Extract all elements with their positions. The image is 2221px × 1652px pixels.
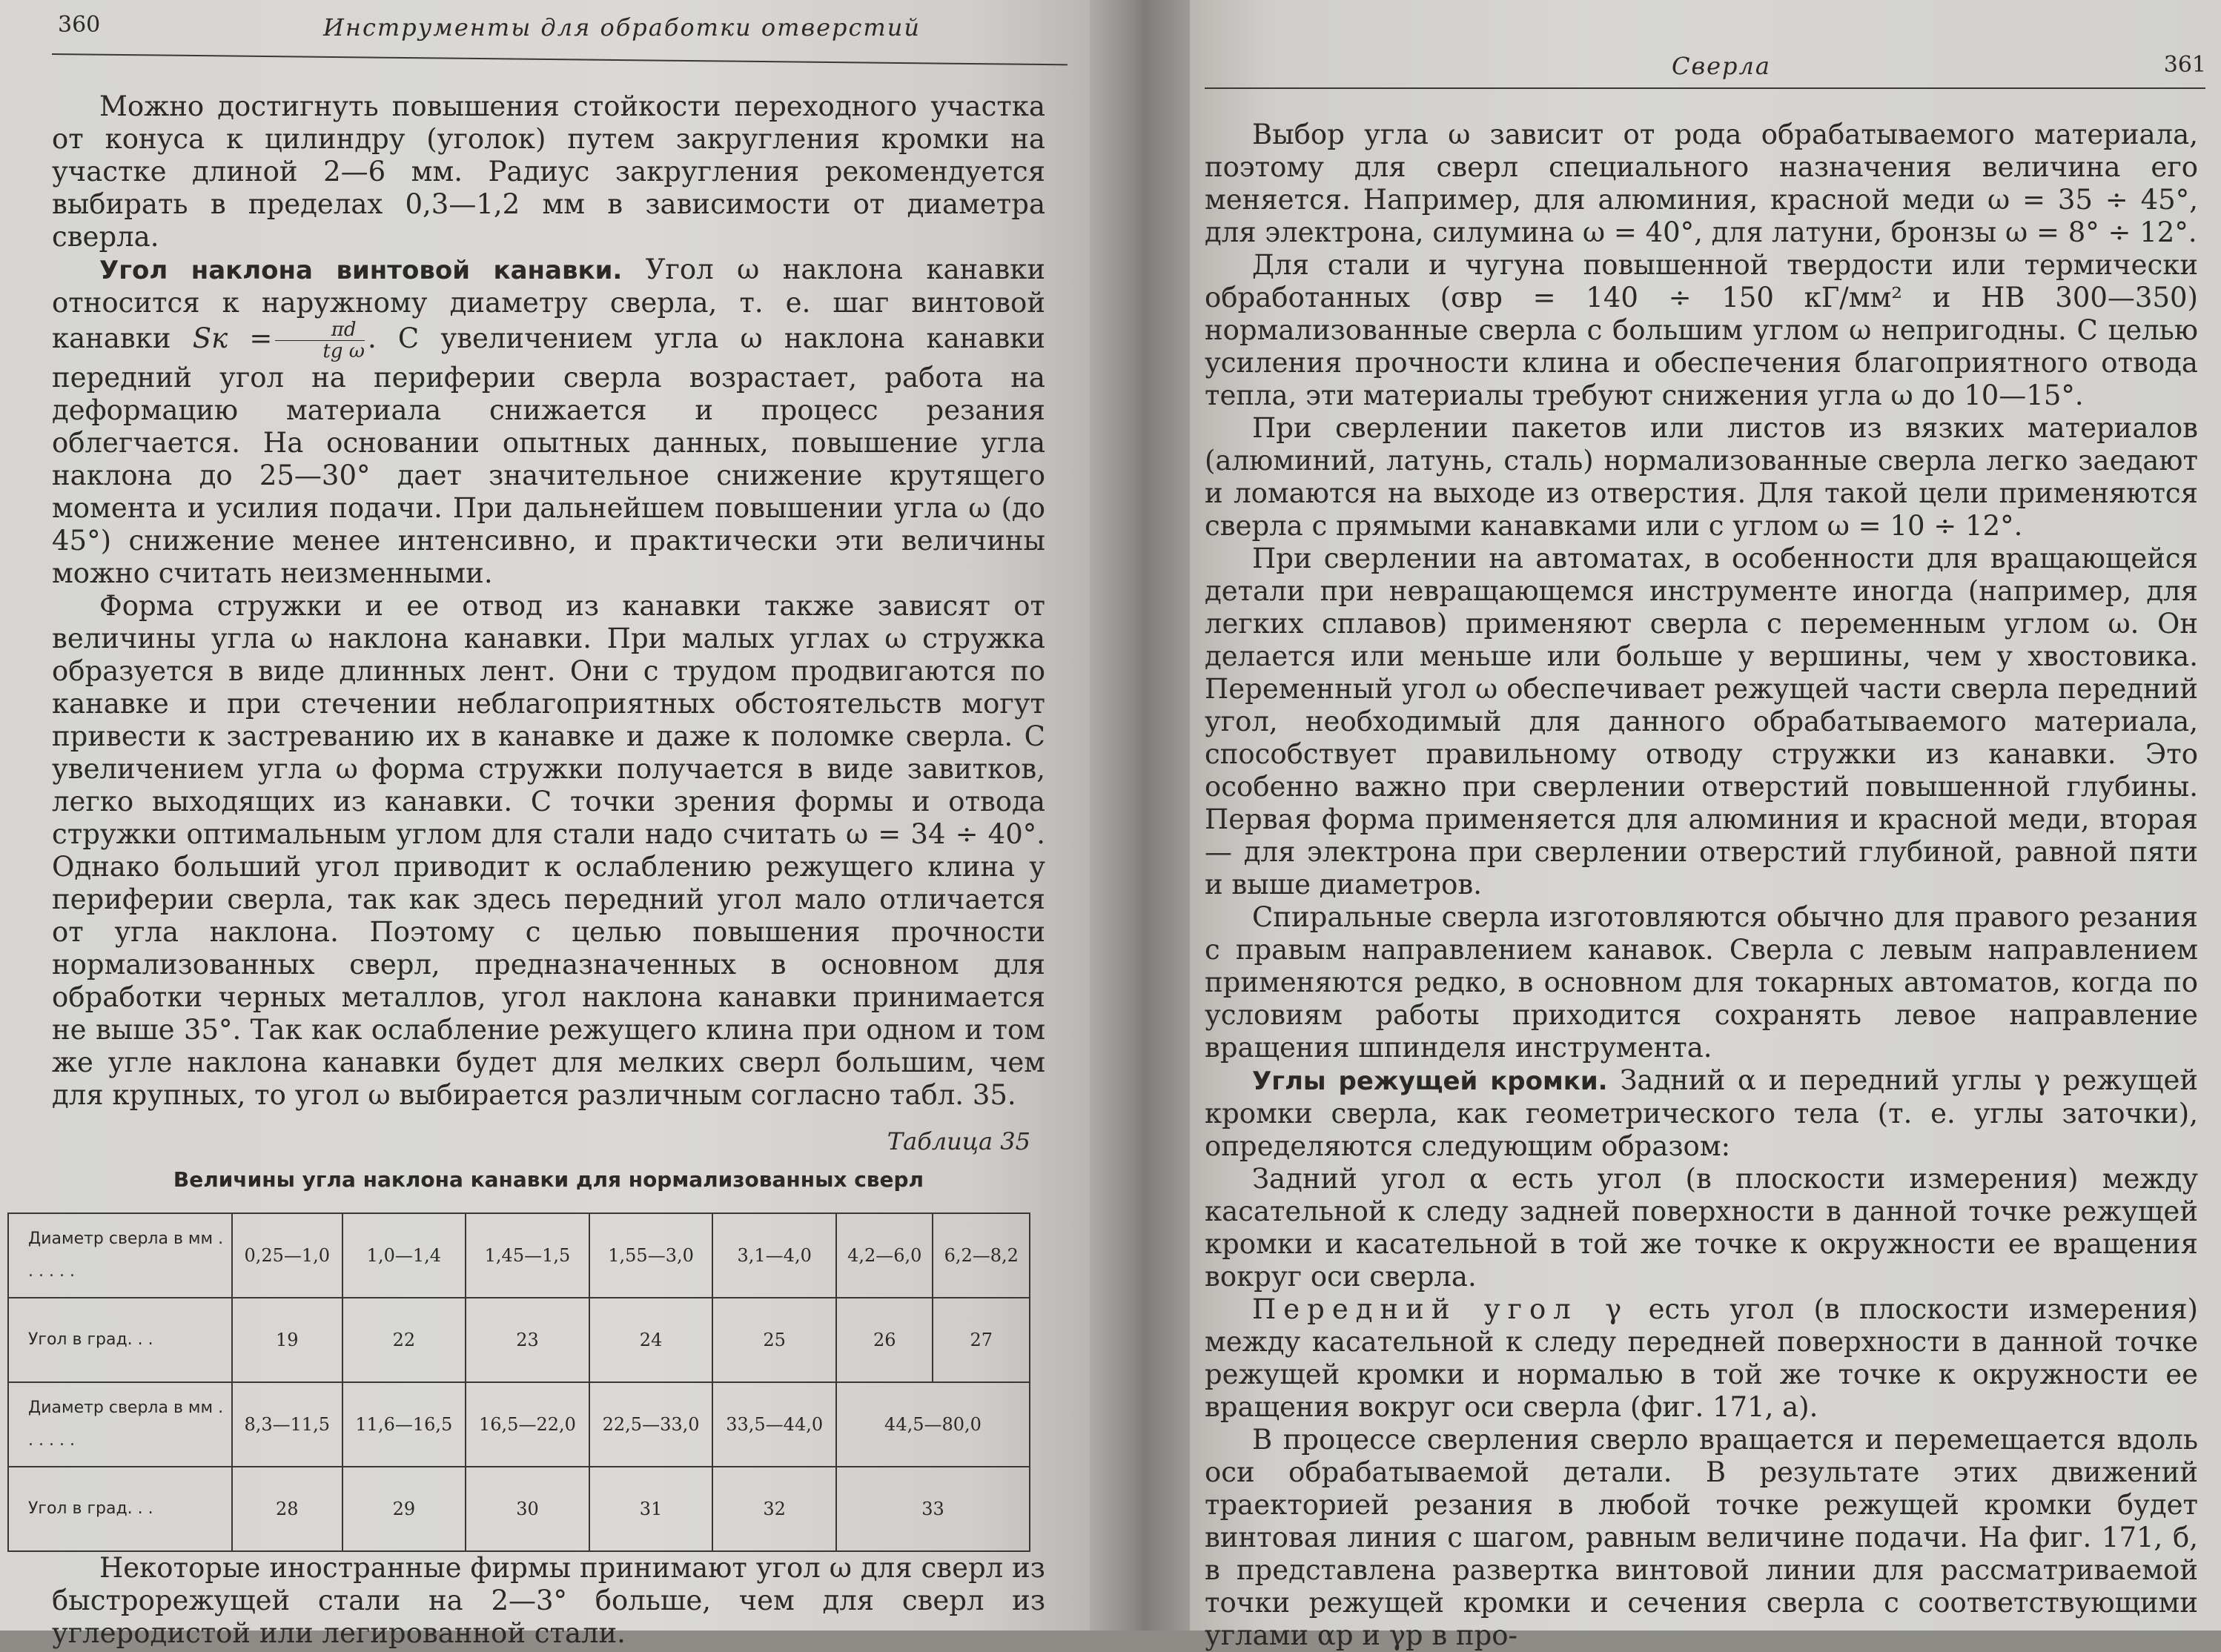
paragraph: Некоторые иностранные фирмы принимают угол ω для сверл из быстрорежущей стали на 2—3° больше, чем для сверл из углеродистой или легированной стали.: [52, 1552, 1045, 1649]
table-cell: 16,5—22,0: [466, 1382, 589, 1467]
table-cell: 6,2—8,2: [933, 1213, 1030, 1298]
paragraph-text: Угол ω наклона канавки относится к наружному диаметру сверла, т. е. шаг винтовой канавки: [52, 253, 1045, 354]
paragraph: Задний угол α есть угол (в плоскости измерения) между касательной к следу задней поверхности в данной точке режущей кромки и касательной в той же точке к окружности ее вращения вокруг оси сверла.: [1205, 1163, 2198, 1293]
paragraph: При сверлении пакетов или листов из вязких материалов (алюминий, латунь, сталь) нормализованные сверла легко заедают и ломаются на выходе из отверстия. Для такой цели применяются сверла с прямыми канавками или с углом ω = 10 ÷ 12°.: [1205, 412, 2198, 542]
paragraph-text: Задний α и передний углы γ режущей кромки сверла, как геометрического тела (т. е. углы заточки), определяются следующим образом:: [1205, 1064, 2198, 1162]
table-cell: 24: [589, 1298, 713, 1382]
paragraph-text: . С увеличением угла ω наклона канавки передний угол на периферии сверла возрастает, работа на деформацию материала снижается и процесс резания облегчается. На основании опытных данных, повышение угла наклона до 25—30° дает значительное снижение крутящего момента и усилия подачи. При дальнейшем повышении угла ω (до 45°) снижение менее интенсивно, и практически эти величины можно считать неизменными.: [52, 322, 1045, 589]
table-cell: 4,2—6,0: [836, 1213, 933, 1298]
table-cell: 33,5—44,0: [712, 1382, 836, 1467]
table-cell: 28: [232, 1467, 342, 1551]
table-label: Таблица 35: [887, 1127, 1030, 1155]
paragraph: Спиральные сверла изготовляются обычно для правого резания с правым направлением канавок. Сверла с левым направлением применяются редко, в основном для токарных автоматов, когда по условиям работы приходится сохранять левое направление вращения шпинделя инструмента.: [1205, 901, 2198, 1064]
table-cell: 11,6—16,5: [342, 1382, 466, 1467]
table-cell: 3,1—4,0: [712, 1213, 836, 1298]
paragraph: Выбор угла ω зависит от рода обрабатываемого материала, поэтому для сверл специального назначения величина его меняется. Например, для алюминия, красной меди ω = 35 ÷ 45°, для электрона, силумина ω = 40°, для латуни, бронзы ω = 8° ÷ 12°.: [1205, 119, 2198, 248]
table-cell: 8,3—11,5: [232, 1382, 342, 1467]
table-cell: 27: [933, 1298, 1030, 1382]
table-cell: 22,5—33,0: [589, 1382, 713, 1467]
table-cell: 26: [836, 1298, 933, 1382]
table-cell: 33: [836, 1467, 1030, 1551]
paragraph-flute-angle: [52, 253, 1045, 590]
table-cell: 25: [712, 1298, 836, 1382]
table-cell: 29: [342, 1467, 466, 1551]
table-row-header: Диаметр сверла в мм . . . . . .: [8, 1213, 232, 1298]
table-cell: 32: [712, 1467, 836, 1551]
section-heading: Углы режущей кромки.: [1252, 1066, 1608, 1096]
table-cell: 22: [342, 1298, 466, 1382]
table-row: [8, 1213, 1030, 1298]
left-body: [28, 59, 1060, 1650]
table-cell: 44,5—80,0: [836, 1382, 1030, 1467]
paragraph-text: есть угол (в плоскости измерения) между касательной к следу передней поверхности в данной точке режущей кромки и нормалью в той же точке к окружности ее вращения вокруг оси сверла (фиг. 171, а).: [1205, 1293, 2198, 1423]
book-gutter: [1090, 0, 1190, 1631]
formula-denominator: tg ω: [322, 340, 365, 362]
table-caption: Величины угла наклона канавки для нормализованных сверл: [173, 1167, 924, 1192]
right-body: [1205, 119, 2213, 1652]
table-cell: 1,45—1,5: [466, 1213, 589, 1298]
left-page-number: 360: [58, 12, 101, 38]
table-cell: 23: [466, 1298, 589, 1382]
formula-numerator: πd: [275, 319, 365, 341]
table-cell: 19: [232, 1298, 342, 1382]
right-page-number: 361: [2163, 52, 2206, 78]
left-running-head: [52, 0, 1090, 59]
left-page: [0, 0, 1090, 1649]
paragraph-rake-angle: [1205, 1293, 2198, 1424]
table-row: [8, 1298, 1030, 1382]
right-page: [1190, 0, 2221, 1651]
table-row-header: Угол в град. . .: [8, 1467, 232, 1551]
table-cell: 1,0—1,4: [342, 1213, 466, 1298]
right-running-head: [1205, 0, 2221, 119]
left-running-title: Инструменты для обработки отверстий: [323, 13, 921, 42]
table-cell: 31: [589, 1467, 713, 1551]
table-row: [8, 1382, 1030, 1467]
paragraph: Для стали и чугуна повышенной твердости или термически обработанных (σвр = 140 ÷ 150 кГ/мм² и НВ 300—350) нормализованные сверла с большим углом ω непригодны. С целью усиления прочности клина и обеспечения благоприятного отвода тепла, эти материалы требуют снижения угла ω до 10—15°.: [1205, 249, 2198, 411]
right-header-rule: [1205, 87, 2205, 89]
paragraph: При сверлении на автоматах, в особенности для вращающейся детали при невращающемся инструменте иногда (например, для легких сплавов) применяют сверла с переменным углом ω. Он делается или меньше или больше у вершины, чем у хвостовика. Переменный угол ω обеспечивает режущей части сверла передний угол, необходимый для данного обрабатываемого материала, способствует правильному отводу стружки из канавки. Это особенно важно при сверлении отверстий повышенной глубины. Первая форма применяется для алюминия и красной меди, вторая — для электрона при сверлении отверстий глубиной, равной пяти и выше диаметров.: [1205, 543, 2198, 900]
flute-angle-table: [7, 1213, 1030, 1552]
section-heading: Угол наклона винтовой канавки.: [99, 256, 623, 285]
right-running-title: Сверла: [1672, 52, 1771, 80]
paragraph-cutting-edge: [1205, 1064, 2198, 1163]
table-cell: 30: [466, 1467, 589, 1551]
table-cell: 0,25—1,0: [232, 1213, 342, 1298]
table-row-header: Диаметр сверла в мм . . . . . .: [8, 1382, 232, 1467]
paragraph: В процессе сверления сверло вращается и перемещается вдоль оси обрабатываемой детали. В результате этих движений траекторией резания в любой точке режущей кромки будет винтовая линия с шагом, равным величине подачи. На фиг. 171, б, в представлена развертка винтовой линии для рассматриваемой точки режущей кромки и сечения сверла с соответствующими углами αр и γр в про-: [1205, 1424, 2198, 1651]
paragraph: Форма стружки и ее отвод из канавки также зависят от величины угла ω наклона канавки. При малых углах ω стружка образуется в виде длинных лент. Они с трудом продвигаются по канавке и при стечении неблагоприятных обстоятельств могут привести к застреванию их в канавке и даже к поломке сверла. С увеличением угла ω форма стружки получается в виде завитков, легко выходящих из канавки. С точки зрения формы и отвода стружки оптимальным углом для стали надо считать ω = 34 ÷ 40°. Однако больший угол приводит к ослаблению режущего клина у периферии сверла, так как здесь передний угол мало отличается от угла наклона. Поэтому с целью повышения прочности нормализованных сверл, предназначенных в основном для обработки черных металлов, угол наклона канавки принимается не выше 35°. Так как ослабление режущего клина при одном и том же угле наклона канавки будет для мелких сверл большим, чем для крупных, то угол ω выбирается различным согласно табл. 35.: [52, 590, 1045, 1111]
paragraph: Можно достигнуть повышения стойкости переходного участка от конуса к цилиндру (уголок) путем закругления кромки на участке длиной 2—6 мм. Радиус закругления рекомендуется выбирать в пределах 0,3—1,2 мм в зависимости от диаметра сверла.: [52, 90, 1045, 253]
spaced-term: Передний угол γ: [1252, 1293, 1629, 1325]
table-row-header: Угол в град. . .: [8, 1298, 232, 1382]
table-cell: 1,55—3,0: [589, 1213, 713, 1298]
table-row: [8, 1467, 1030, 1551]
formula-lhs: Sк =: [192, 322, 273, 354]
formula-fraction: [275, 319, 365, 362]
